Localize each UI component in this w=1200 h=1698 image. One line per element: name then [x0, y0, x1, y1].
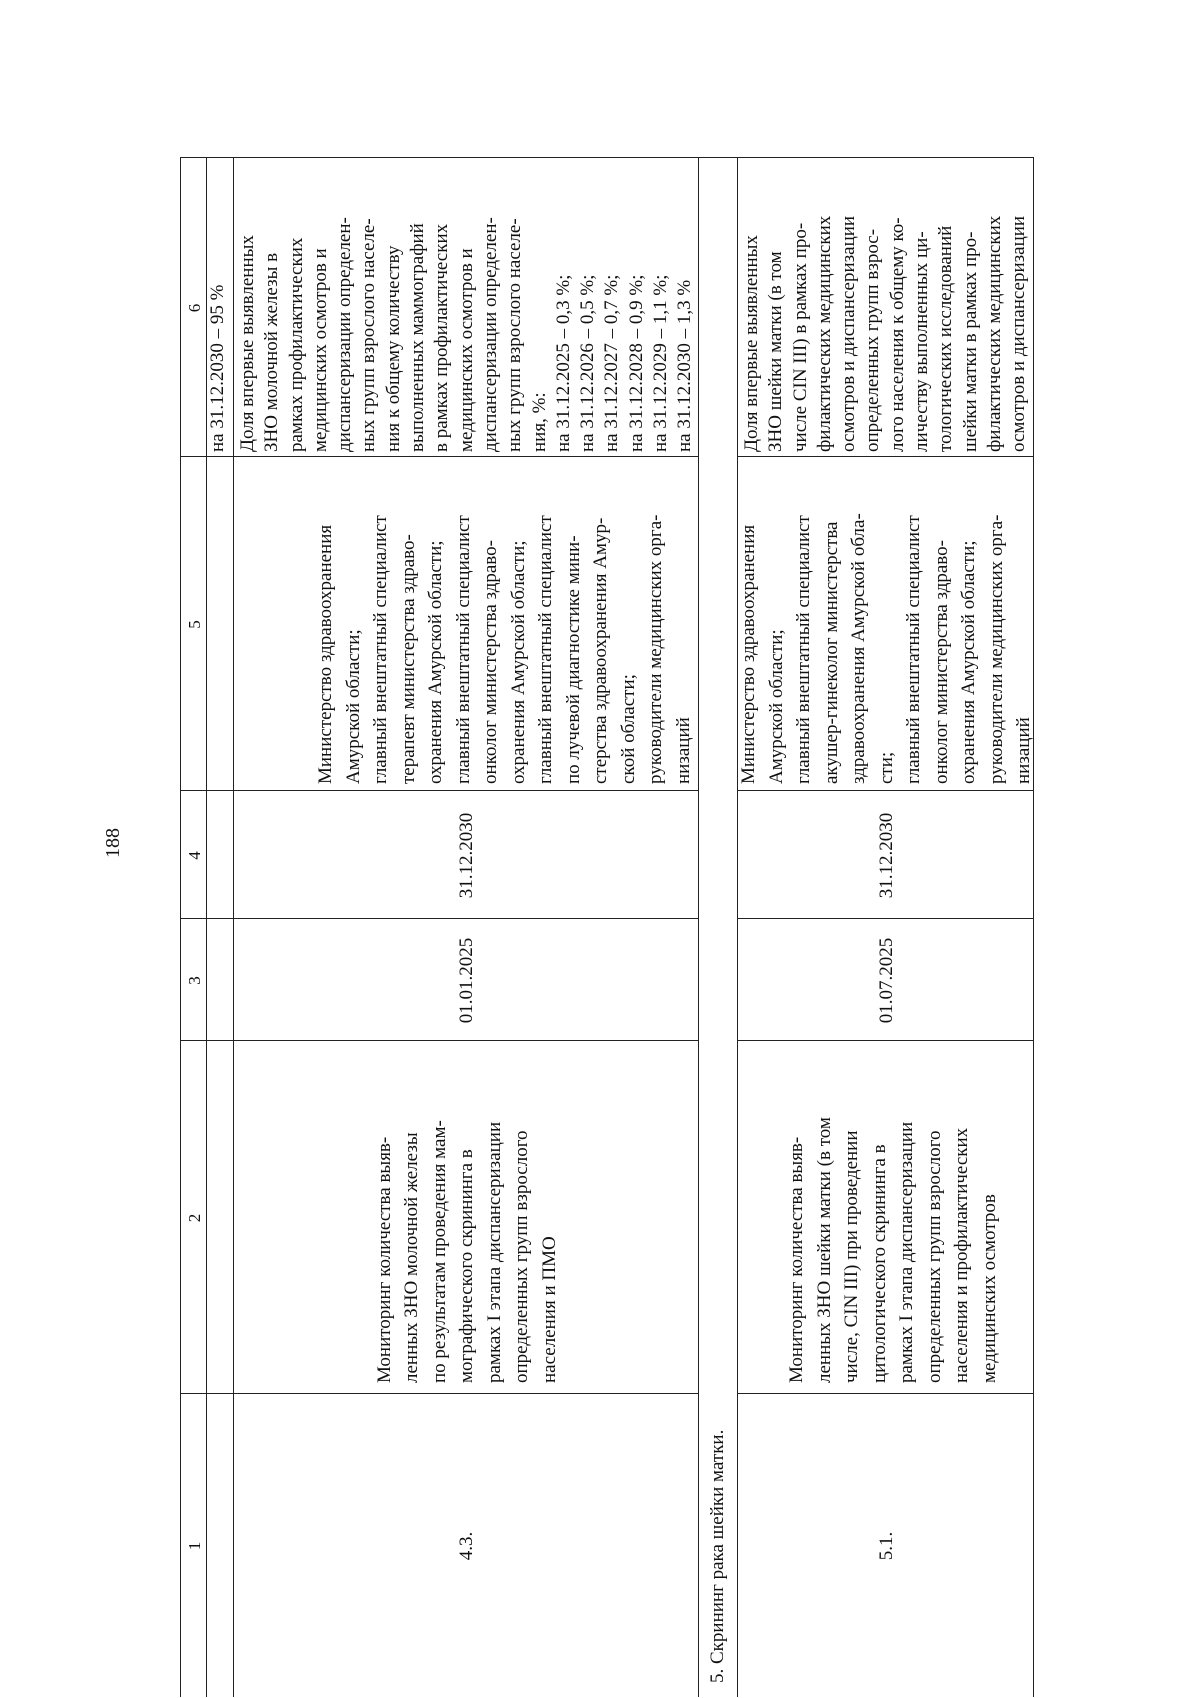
row-4-3-responsible: [233, 456, 699, 791]
header-col-5: [180, 456, 207, 791]
row-5-1-indicator: [737, 157, 1034, 457]
row-4-3-ind-line-12: ных групп взрослого населе-: [504, 218, 526, 452]
row-4-3-resp-line-1: Министерство здравоохранения: [315, 524, 336, 784]
row-4-3-resp-line-9: главный внештатный специалист: [535, 515, 556, 784]
row-4-3-ind-line-10: медицинских осмотров и: [455, 248, 477, 452]
row-4-3-description: [233, 1040, 699, 1394]
row-4-3-resp-line-10: по лучевой диагностике мини-: [562, 535, 584, 784]
row-4-3-num-text: 4.3.: [456, 1531, 478, 1561]
row-4-3-ind-line-1: Доля впервые выявленных: [237, 235, 258, 452]
row-5-1-ind-line-6: определенных групп взрос-: [862, 228, 884, 452]
row-4-3-ind-line-16: на 31.12.2027 – 0,7 %;: [601, 274, 623, 452]
row-4-3-resp-line-3: главный внештатный специалист: [370, 515, 391, 784]
row-4-3-resp-line-8: охранения Амурской области;: [507, 540, 529, 784]
row-4-3-ind-line-5: диспансеризации определен-: [334, 217, 356, 452]
row-5-1-ind-line-9: тологических исследований: [935, 225, 957, 452]
row-5-1-ind-line-7: лого населения к общему ко-: [886, 217, 908, 452]
header-col-6-label: 6: [184, 303, 204, 313]
row-4-3-ind-line-8: выполненных маммографий: [407, 223, 429, 452]
header-col-3-label: 3: [184, 976, 204, 985]
row-4-3-ind-line-7: ния к общему количеству: [382, 245, 404, 452]
row-5-1-resp-line-11: низаций: [1013, 717, 1035, 784]
row-5-1-responsible: [737, 456, 1034, 791]
header-col-4-label: 4: [184, 851, 204, 860]
row-4-3-ind-line-3: рамках профилактических: [285, 237, 307, 452]
row-4-3-resp-line-13: руководители медицинских орга-: [645, 514, 666, 784]
row-4-3-start-date: [233, 918, 699, 1041]
row-4-3-num: [233, 1393, 699, 1697]
row-4-3-resp-line-2: Амурской области;: [342, 629, 364, 784]
row-4-3-ind-line-6: ных групп взрослого населе-: [358, 218, 380, 452]
header-col-5-label: 5: [184, 620, 204, 629]
row-5-1-start-text: 01.07.2025: [875, 937, 897, 1024]
row-4-3-desc-line-1: Мониторинг количества выяв-: [373, 1136, 395, 1383]
row-cont-col-3: [206, 918, 234, 1041]
row-5-1-desc-line-1: Мониторинг количества выяв-: [786, 1136, 807, 1383]
row-5-1-ind-line-11: филактических медицинских: [983, 215, 1005, 452]
row-5-1-desc-line-5: рамках I этапа диспансеризации: [896, 1121, 917, 1383]
row-cont-col-4: [206, 790, 234, 919]
row-4-3-ind-line-13: ния, %:: [528, 392, 550, 452]
row-5-1-desc-line-3: числе, CIN III) при проведении: [841, 1130, 862, 1383]
header-col-2: [180, 1040, 207, 1394]
page-number: 188: [102, 828, 124, 858]
row-4-3-desc-line-3: по результатам проведения мам-: [428, 1120, 450, 1383]
row-4-3-resp-line-7: онколог министерства здраво-: [480, 540, 501, 784]
row-5-1-resp-line-4: акушер-гинеколог министерства: [820, 521, 842, 784]
row-5-1-end-date: [737, 790, 1034, 919]
row-4-3-end-text: 31.12.2030: [456, 812, 478, 899]
row-5-1-ind-line-8: личеству выполненных ци-: [911, 231, 933, 452]
row-cont-col-6: [206, 157, 234, 457]
row-4-3-indicator: [233, 157, 699, 457]
row-4-3-ind-line-19: на 31.12.2030 – 1,3 %: [674, 279, 696, 452]
section-title: [698, 1000, 738, 1697]
row-5-1-resp-line-10: руководители медицинских орга-: [985, 514, 1007, 784]
row-5-1-resp-line-8: онколог министерства здраво-: [930, 540, 952, 784]
row-5-1-end-text: 31.12.2030: [875, 812, 897, 899]
row-5-1-num-text: 5.1.: [875, 1531, 897, 1561]
row-5-1-description: [737, 1040, 1034, 1394]
row-4-3-end-date: [233, 790, 699, 919]
header-col-2-label: 2: [184, 1213, 204, 1223]
row-4-3-desc-line-5: рамках I этапа диспансеризации: [483, 1121, 505, 1383]
section-title-text: 5. Скрининг рака шейки матки.: [707, 1429, 729, 1683]
row-4-3-ind-line-9: в рамках профилактических: [431, 223, 453, 452]
row-4-3-desc-line-6: определенных групп взрослого: [511, 1130, 533, 1383]
row-5-1-ind-line-1: Доля впервые выявленных: [741, 235, 762, 452]
row-4-3-desc-line-7: населения и ПМО: [538, 1236, 560, 1383]
row-4-3-ind-line-15: на 31.12.2026 – 0,5 %;: [577, 274, 599, 452]
row-5-1-resp-line-1: Министерство здравоохранения: [738, 524, 760, 784]
row-5-1-resp-line-5: здравоохранения Амурской обла-: [848, 513, 870, 784]
row-cont-col-2: [206, 1040, 234, 1394]
row-4-3-resp-line-14: низаций: [672, 717, 694, 784]
row-4-3-ind-line-2: ЗНО молочной железы в: [261, 252, 283, 452]
header-col-1: [180, 1393, 207, 1697]
row-5-1-resp-line-3: главный внештатный специалист: [793, 515, 815, 784]
row-4-3-ind-line-17: на 31.12.2028 – 0,9 %;: [625, 274, 647, 452]
row-5-1-ind-line-12: осмотров и диспансеризации: [1008, 215, 1030, 452]
row-5-1-ind-line-5: осмотров и диспансеризации: [838, 215, 860, 452]
row-4-3-resp-line-11: стерства здравоохранения Амур-: [590, 517, 611, 784]
row-4-3-ind-line-4: медицинских осмотров и: [309, 248, 331, 452]
row-4-3-ind-line-11: диспансеризации определен-: [479, 217, 501, 452]
row-5-1-desc-line-2: ленных ЗНО шейки матки (в том: [813, 1117, 835, 1383]
row-4-3-resp-line-5: охранения Амурской области;: [425, 540, 446, 784]
header-col-6: [180, 157, 207, 457]
row-5-1-desc-line-4: цитологического скрининга в: [868, 1144, 890, 1383]
row-4-3-desc-line-4: мографического скрининга в: [456, 1149, 478, 1383]
row-4-3-ind-line-14: на 31.12.2025 – 0,3 %;: [552, 274, 574, 452]
row-5-1-ind-line-10: шейки матки в рамках про-: [959, 231, 981, 452]
row-cont-col-1: [206, 1393, 234, 1697]
row-5-1-resp-line-7: главный внештатный специалист: [903, 515, 925, 784]
row-5-1-ind-line-3: числе CIN III) в рамках про-: [789, 222, 811, 452]
row-4-3-resp-line-6: главный внештатный специалист: [452, 515, 474, 784]
row-5-1-resp-line-9: охранения Амурской области;: [958, 540, 980, 784]
row-5-1-desc-line-7: населения и профилактических: [951, 1127, 972, 1383]
row-5-1-desc-line-8: медицинских осмотров: [978, 1194, 1000, 1383]
row-cont-text: на 31.12.2030 – 95 %: [207, 284, 228, 452]
header-col-1-label: 1: [184, 1541, 204, 1551]
header-col-4: [180, 790, 207, 919]
row-4-3-ind-line-18: на 31.12.2029 – 1,1 %;: [650, 274, 672, 452]
row-4-3-resp-line-4: терапевт министерства здраво-: [397, 534, 419, 784]
row-5-1-num: [737, 1393, 1034, 1697]
row-5-1-desc-line-6: определенных групп взрослого: [923, 1130, 945, 1383]
row-4-3-start-text: 01.01.2025: [456, 937, 478, 1024]
row-5-1-ind-line-4: филактических медицинских: [813, 215, 835, 452]
row-5-1-resp-line-6: сти;: [875, 751, 897, 784]
row-5-1-ind-line-2: ЗНО шейки матки (в том: [765, 251, 787, 452]
row-4-3-desc-line-2: ленных ЗНО молочной железы: [401, 1132, 423, 1383]
row-cont-col-5: [206, 456, 234, 791]
row-5-1-resp-line-2: Амурской области;: [765, 629, 787, 784]
row-4-3-resp-line-12: ской области;: [617, 674, 639, 784]
row-5-1-start-date: [737, 918, 1034, 1041]
header-col-3: [180, 918, 207, 1041]
